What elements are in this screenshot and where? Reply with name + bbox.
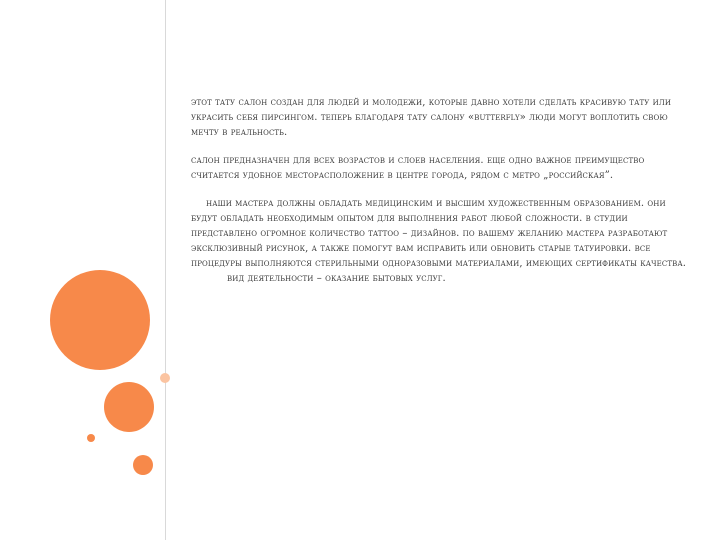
light-orange-dot <box>160 373 170 383</box>
slide-body-text <box>191 95 691 286</box>
paragraph-masters: наши мастера должны обладать медицинским и высшим художественным образованием. они будут обладать необходимым опытом для выполнения работ любой сложности. в студии представлено огромное количество тattoo – дизайнов. по вашему желанию мастера разработают эксклюзивный рисунок, а также помогут вам исправить или обновить старые татуировки. все процедуры выполняются стерильными одноразовыми материалами, имеющих сертификаты качества. <box>191 198 687 269</box>
paragraph-intro: этот тату салон создан для людей и молодежи, которые давно хотели сделать красивую тату или украсить себя пирсингом. теперь благодаря тату салону «butterfly» люди могут воплотить свою мечту в реальность. <box>191 97 672 138</box>
divider-line <box>165 0 166 540</box>
paragraph-audience: салон предназначен для всех возрастов и слоев населения. еще одно важное преимущество считается удобное месторасположение в центре города, рядом с метро „российская”. <box>191 155 645 181</box>
small-orange-circle <box>133 455 153 475</box>
large-orange-circle <box>50 270 150 370</box>
medium-orange-circle <box>104 382 154 432</box>
paragraph-activity: вид деятельности – оказание бытовых услуг. <box>227 273 446 284</box>
tiny-orange-dot <box>87 434 95 442</box>
